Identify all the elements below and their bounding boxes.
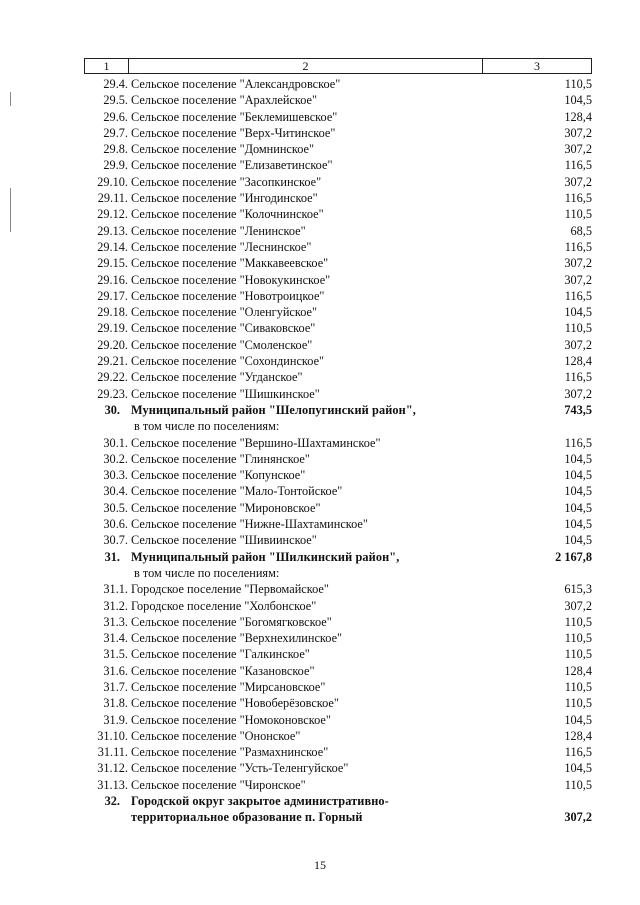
row-number: 29.15. <box>97 256 128 271</box>
row-name: Сельское поселение "Мирсановское" <box>131 679 326 694</box>
table-row <box>84 532 592 548</box>
table-row <box>84 288 592 304</box>
row-number: 31.6. <box>103 663 128 678</box>
row-number: 31.7. <box>103 679 128 694</box>
row-name: Сельское поселение "Беклемишевское" <box>131 109 338 124</box>
row-name: Муниципальный район "Шелопугинский район", <box>131 402 416 417</box>
row-value: 307,2 <box>564 810 592 825</box>
table-row <box>84 744 592 760</box>
row-number: 29.13. <box>97 223 128 238</box>
row-value: 104,5 <box>564 484 592 499</box>
table-row <box>84 320 592 336</box>
table-row <box>84 695 592 711</box>
table-row <box>84 483 592 499</box>
row-value: 110,5 <box>564 207 592 222</box>
row-name: Сельское поселение "Глинянское" <box>131 451 310 466</box>
table-row <box>84 125 592 141</box>
row-value: 110,5 <box>564 777 592 792</box>
row-number: 31.12. <box>97 761 128 776</box>
row-name: Сельское поселение "Ононское" <box>131 728 301 743</box>
row-value: 128,4 <box>564 663 592 678</box>
row-name: Сельское поселение "Верхнехилинское" <box>131 631 343 646</box>
row-number: 29.20. <box>97 337 128 352</box>
header-col-1: 1 <box>85 59 129 73</box>
row-name: Сельское поселение "Сиваковское" <box>131 321 316 336</box>
row-name: Сельское поселение "Галкинское" <box>131 647 310 662</box>
row-value: 2 167,8 <box>555 549 592 564</box>
row-value: 128,4 <box>564 354 592 369</box>
table-row <box>84 777 592 793</box>
table-row <box>84 516 592 532</box>
row-number: 30.5. <box>103 500 128 515</box>
row-number: 29.10. <box>97 174 128 189</box>
row-number: 31.2. <box>103 598 128 613</box>
row-value: 116,5 <box>564 158 592 173</box>
table-header <box>84 58 592 74</box>
table-row <box>84 223 592 239</box>
row-value: 104,5 <box>564 517 592 532</box>
row-number: 29.22. <box>97 370 128 385</box>
row-value: 128,4 <box>564 109 592 124</box>
row-number: 31.13. <box>97 777 128 792</box>
row-value: 116,5 <box>564 435 592 450</box>
table-row <box>84 190 592 206</box>
row-number: 29.18. <box>97 305 128 320</box>
row-name: Сельское поселение "Оленгуйское" <box>131 305 318 320</box>
table-row <box>84 549 592 565</box>
row-name: Сельское поселение "Угданское" <box>131 370 303 385</box>
row-name: Городское поселение "Холбонское" <box>131 598 317 613</box>
row-number: 29.12. <box>97 207 128 222</box>
margin-mark <box>10 188 11 232</box>
row-number: 32. <box>104 794 120 809</box>
table-row <box>84 386 592 402</box>
row-value: 104,5 <box>564 468 592 483</box>
row-number: 30. <box>104 402 120 417</box>
row-value: 104,5 <box>564 712 592 727</box>
table-row <box>84 353 592 369</box>
row-number: 29.9. <box>103 158 128 173</box>
row-value: 307,2 <box>564 337 592 352</box>
table-body <box>84 76 592 826</box>
table-row <box>84 614 592 630</box>
table-row <box>84 809 592 825</box>
row-name: территориальное образование п. Горный <box>131 810 363 825</box>
row-value: 615,3 <box>564 582 592 597</box>
table-row <box>84 141 592 157</box>
row-value: 743,5 <box>564 402 592 417</box>
table-row <box>84 793 592 809</box>
row-name: Муниципальный район "Шилкинский район", <box>131 549 400 564</box>
header-col-2: 2 <box>129 59 483 73</box>
row-number: 29.5. <box>103 93 128 108</box>
row-value: 110,5 <box>564 321 592 336</box>
row-number: 29.17. <box>97 288 128 303</box>
row-name: Сельское поселение "Смоленское" <box>131 337 313 352</box>
row-number: 31.3. <box>103 614 128 629</box>
row-number: 30.7. <box>103 533 128 548</box>
row-value: 116,5 <box>564 288 592 303</box>
table-row <box>84 174 592 190</box>
row-number: 29.11. <box>97 191 128 206</box>
row-value: 104,5 <box>564 761 592 776</box>
row-value: 307,2 <box>564 142 592 157</box>
row-number: 30.4. <box>103 484 128 499</box>
table-row <box>84 728 592 744</box>
table-row <box>84 679 592 695</box>
row-number: 31.5. <box>103 647 128 662</box>
row-name: Сельское поселение "Колочнинское" <box>131 207 324 222</box>
table-row <box>84 272 592 288</box>
table-row <box>84 206 592 222</box>
table-row <box>84 369 592 385</box>
row-name: Сельское поселение "Домнинское" <box>131 142 315 157</box>
row-value: 116,5 <box>564 370 592 385</box>
row-number: 31.1. <box>103 582 128 597</box>
row-number: 29.7. <box>103 125 128 140</box>
row-value: 116,5 <box>564 745 592 760</box>
row-name: Сельское поселение "Богомягковское" <box>131 614 332 629</box>
row-value: 116,5 <box>564 239 592 254</box>
table-row <box>84 304 592 320</box>
table-row <box>84 500 592 516</box>
row-number: 29.8. <box>103 142 128 157</box>
table-row <box>84 598 592 614</box>
table-row <box>84 630 592 646</box>
row-number: 30.3. <box>103 468 128 483</box>
row-name: Сельское поселение "Чиронское" <box>131 777 306 792</box>
row-name: Сельское поселение "Казановское" <box>131 663 315 678</box>
table-row <box>84 581 592 597</box>
row-name: Сельское поселение "Леснинское" <box>131 239 312 254</box>
row-number: 29.16. <box>97 272 128 287</box>
row-name: Сельское поселение "Мироновское" <box>131 500 321 515</box>
row-value: 104,5 <box>564 93 592 108</box>
row-value: 307,2 <box>564 386 592 401</box>
row-name: Сельское поселение "Новотроицкое" <box>131 288 325 303</box>
table-row <box>84 646 592 662</box>
row-name: Городское поселение "Первомайское" <box>131 582 329 597</box>
row-number: 30.1. <box>103 435 128 450</box>
row-name: в том числе по поселениям: <box>134 419 280 434</box>
row-number: 29.14. <box>97 239 128 254</box>
row-number: 31.9. <box>103 712 128 727</box>
row-name: Сельское поселение "Ингодинское" <box>131 191 318 206</box>
row-name: Сельское поселение "Номоконовское" <box>131 712 331 727</box>
row-value: 110,5 <box>564 696 592 711</box>
row-name: Сельское поселение "Арахлейское" <box>131 93 317 108</box>
row-name: Сельское поселение "Размахнинское" <box>131 745 329 760</box>
table-row <box>84 451 592 467</box>
row-number: 29.23. <box>97 386 128 401</box>
table-row <box>84 435 592 451</box>
row-name: Сельское поселение "Нижне-Шахтаминское" <box>131 517 368 532</box>
row-name: в том числе по поселениям: <box>134 565 280 580</box>
row-value: 110,5 <box>564 647 592 662</box>
row-name: Городской округ закрытое административно- <box>131 794 389 809</box>
header-col-3: 3 <box>534 59 540 73</box>
table-row <box>84 337 592 353</box>
row-name: Сельское поселение "Вершино-Шахтаминское" <box>131 435 381 450</box>
row-number: 31.4. <box>103 631 128 646</box>
table-row <box>84 239 592 255</box>
row-value: 307,2 <box>564 272 592 287</box>
row-name: Сельское поселение "Маккавеевское" <box>131 256 329 271</box>
row-value: 307,2 <box>564 174 592 189</box>
row-value: 104,5 <box>564 305 592 320</box>
row-name: Сельское поселение "Засопкинское" <box>131 174 322 189</box>
row-value: 307,2 <box>564 598 592 613</box>
row-value: 104,5 <box>564 500 592 515</box>
row-name: Сельское поселение "Верх-Читинское" <box>131 125 336 140</box>
row-name: Сельское поселение "Ленинское" <box>131 223 306 238</box>
row-name: Сельское поселение "Елизаветинское" <box>131 158 333 173</box>
row-value: 104,5 <box>564 533 592 548</box>
row-name: Сельское поселение "Новокукинское" <box>131 272 331 287</box>
row-value: 116,5 <box>564 191 592 206</box>
table-row <box>84 467 592 483</box>
row-name: Сельское поселение "Шивиинское" <box>131 533 317 548</box>
row-name: Сельское поселение "Новоберёзовское" <box>131 696 339 711</box>
row-value: 110,5 <box>564 77 592 91</box>
row-name: Сельское поселение "Копунское" <box>131 468 306 483</box>
row-number: 29.4. <box>103 77 128 91</box>
row-name: Сельское поселение "Усть-Теленгуйское" <box>131 761 349 776</box>
row-number: 31.10. <box>97 728 128 743</box>
row-value: 307,2 <box>564 125 592 140</box>
row-number: 31.11. <box>97 745 128 760</box>
row-number: 30.2. <box>103 451 128 466</box>
table-row <box>84 92 592 108</box>
row-number: 31. <box>104 549 120 564</box>
table-row <box>84 76 592 92</box>
row-name: Сельское поселение "Сохондинское" <box>131 354 325 369</box>
table-row <box>84 760 592 776</box>
row-name: Сельское поселение "Мало-Тонтойское" <box>131 484 343 499</box>
table-row <box>84 402 592 418</box>
table-row <box>84 109 592 125</box>
row-name: Сельское поселение "Александровское" <box>131 77 341 91</box>
row-number: 30.6. <box>103 517 128 532</box>
table-row <box>84 712 592 728</box>
margin-mark <box>10 92 11 106</box>
row-value: 307,2 <box>564 256 592 271</box>
row-value: 128,4 <box>564 728 592 743</box>
page-number: 15 <box>314 858 326 872</box>
row-number: 31.8. <box>103 696 128 711</box>
row-name: Сельское поселение "Шишкинское" <box>131 386 320 401</box>
table-row <box>84 255 592 271</box>
table-row <box>84 565 592 581</box>
row-value: 110,5 <box>564 614 592 629</box>
table-row <box>84 663 592 679</box>
row-number: 29.21. <box>97 354 128 369</box>
table-row <box>84 157 592 173</box>
row-value: 110,5 <box>564 679 592 694</box>
row-value: 68,5 <box>570 223 592 238</box>
row-number: 29.6. <box>103 109 128 124</box>
row-value: 110,5 <box>564 631 592 646</box>
row-value: 104,5 <box>564 451 592 466</box>
table-row <box>84 418 592 434</box>
row-number: 29.19. <box>97 321 128 336</box>
